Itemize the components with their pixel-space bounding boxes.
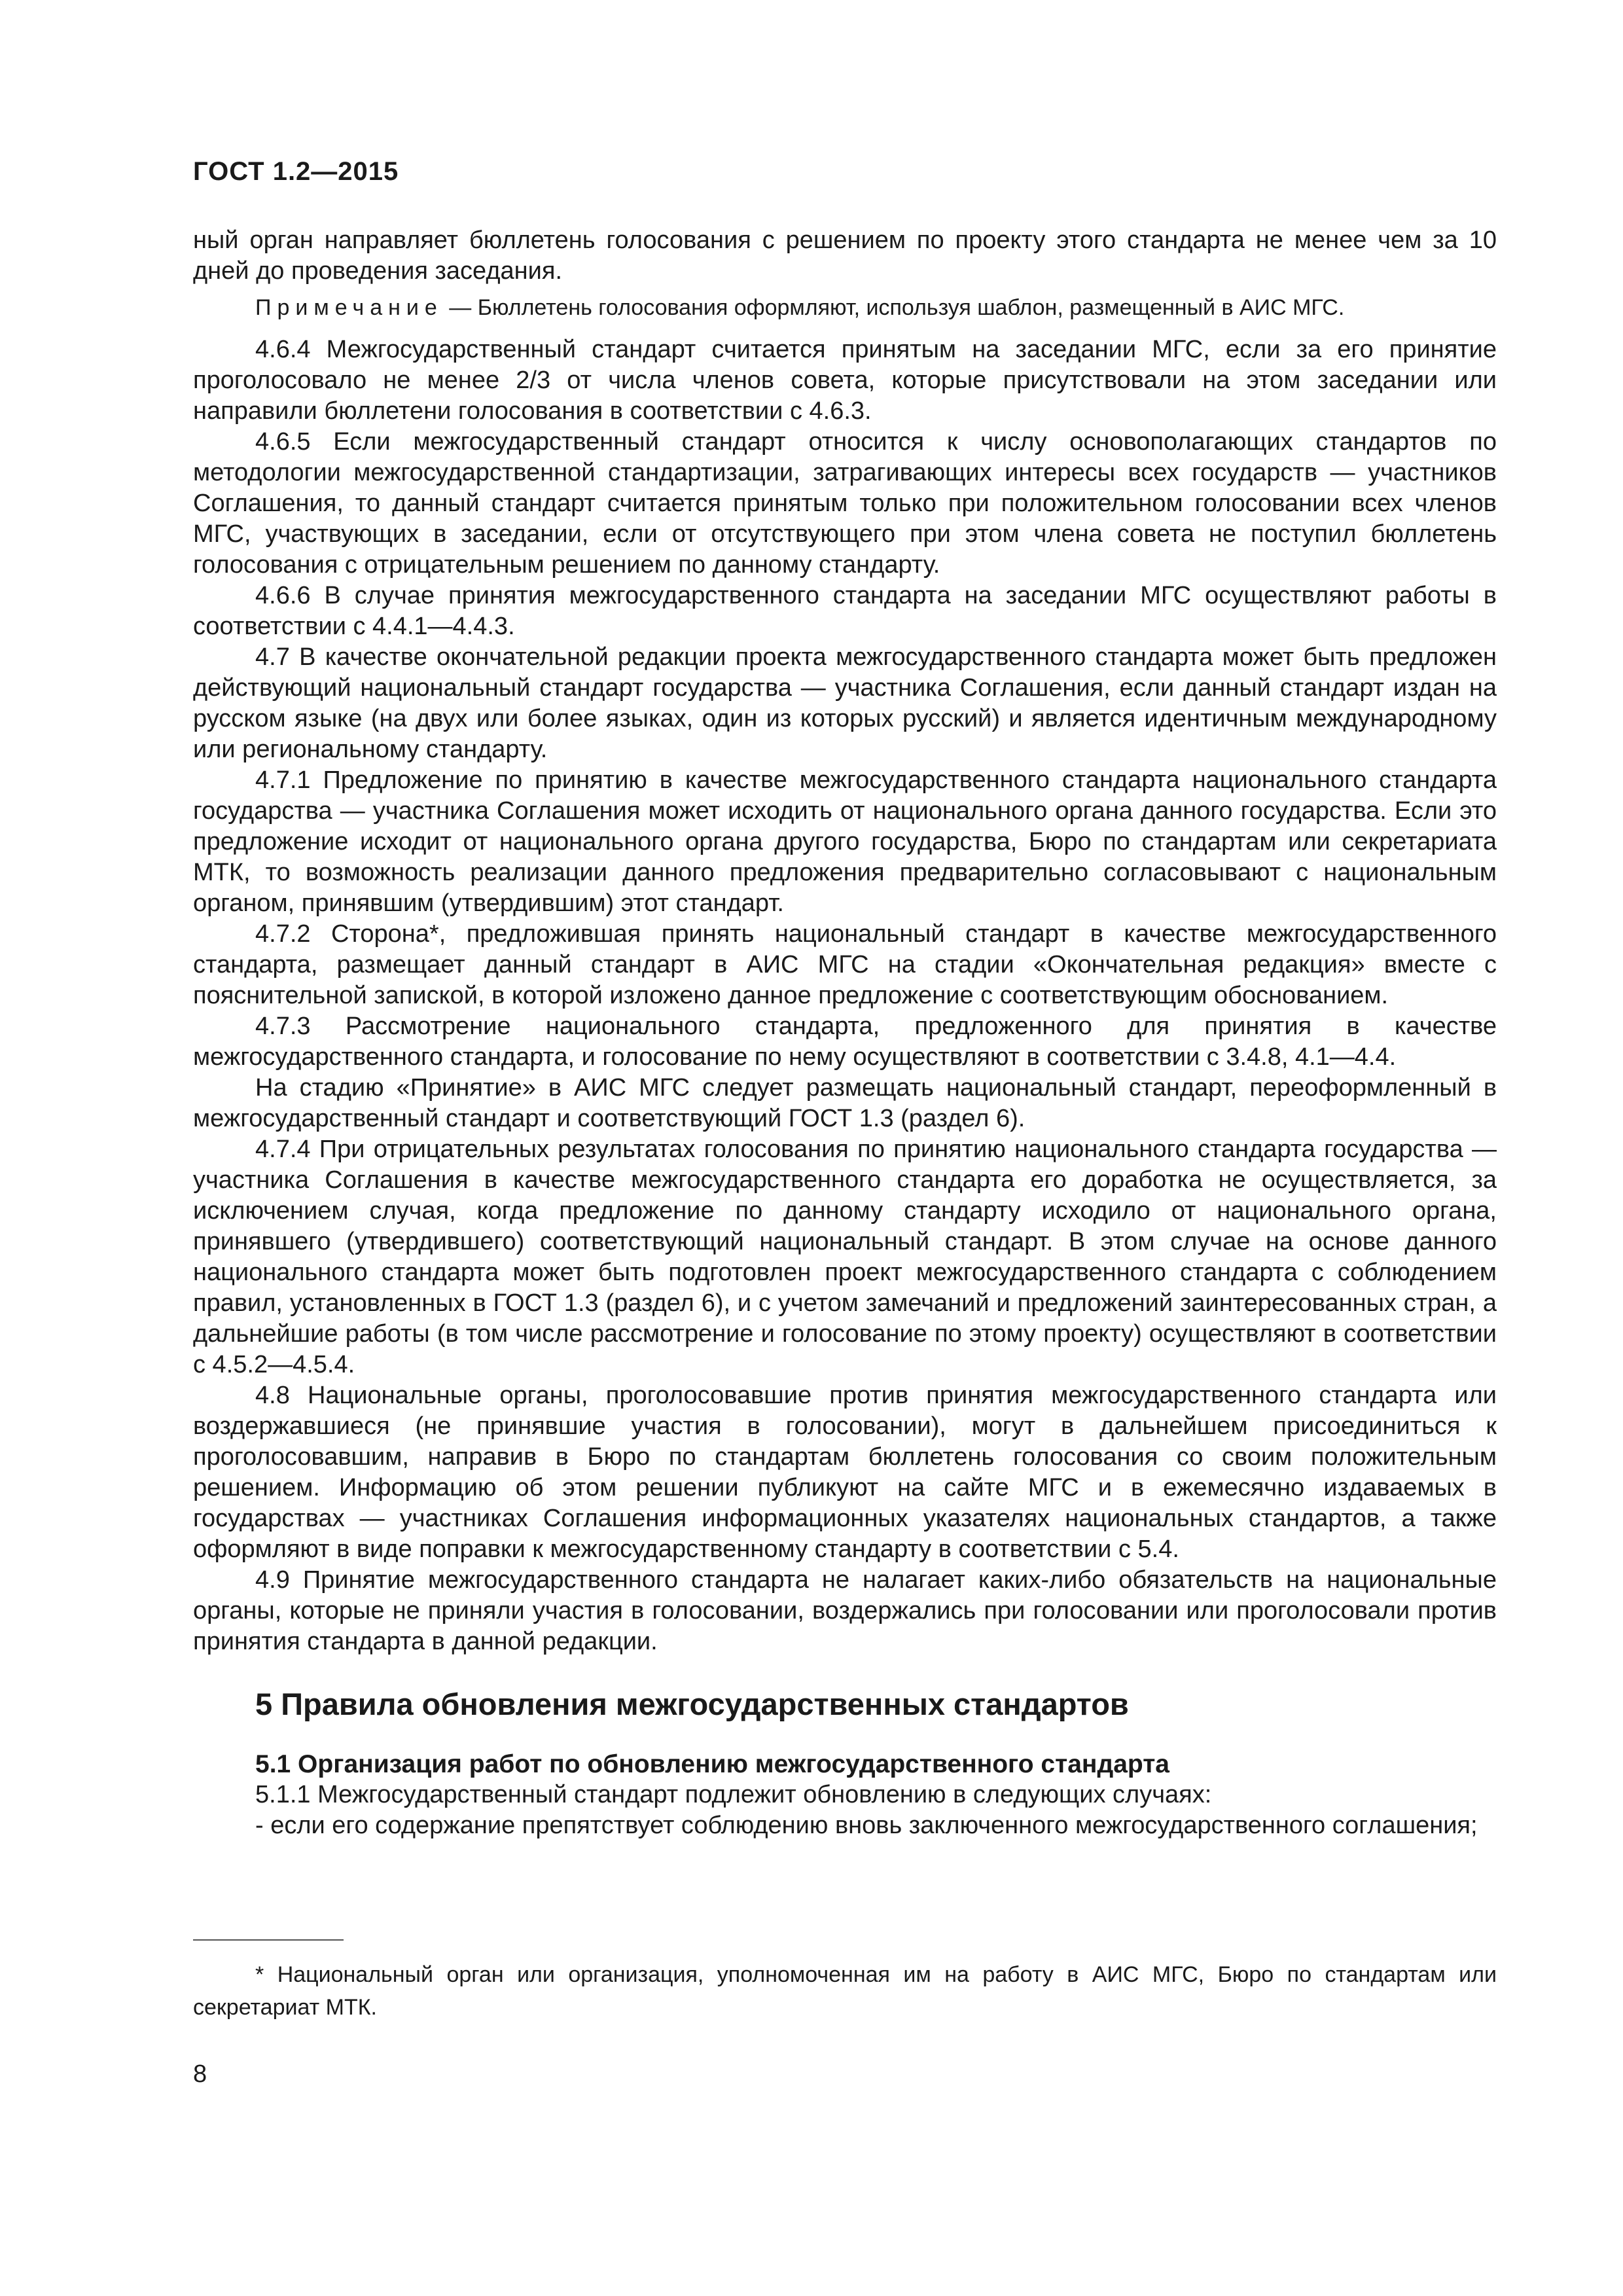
document-code-header: ГОСТ 1.2—2015 — [193, 157, 399, 186]
footnote: * Национальный орган или организация, уполномоченная им на работу в АИС МГС, Бюро по стандартам или секретариат МТК. — [193, 1962, 1497, 2020]
paragraph-4-7-3-b: На стадию «Принятие» в АИС МГС следует размещать национальный стандарт, переоформленный в межгосударственный стандарт и соответствующий ГОСТ 1.3 (раздел 6). — [193, 1074, 1497, 1132]
paragraph-4-8: 4.8 Национальные органы, проголосовавшие против принятия межгосударственного стандарта или воздержавшиеся (не принявшие участия в голосовании), могут в дальнейшем присоединиться к проголосовавшим, направив в Бюро по стандартам бюллетень голосования со своим положительным решением. Информацию об этом решении публикуют на сайте МГС и в ежемесячно издаваемых в государствах — участниках Соглашения информационных указателях национальных стандартов, а также оформляют в виде поправки к межгосударственному стандарту в соответствии с 5.4. — [193, 1382, 1497, 1563]
paragraph-4-7-1: 4.7.1 Предложение по принятию в качестве межгосударственного стандарта национального стандарта государства — участника Соглашения может исходить от национального органа данного государства. Если это предложение исходит от национального органа другого государства, Бюро по стандартам или секретариата МТК, то возможность реализации данного предложения предварительно согласовывают с национальным органом, принявшим (утвердившим) этот стандарт. — [193, 766, 1497, 917]
paragraph-4-7-4: 4.7.4 При отрицательных результатах голосования по принятию национального стандарта государства — участника Соглашения в качестве межгосударственного стандарта его доработка не осуществляется, за исключением случая, когда предложение по данному стандарту исходило от национального органа, принявшего (утвердившего) соответствующий национальный стандарт. В этом случае на основе данного национального стандарта может быть подготовлен проект межгосударственного стандарта с соблюдением правил, установленных в ГОСТ 1.3 (раздел 6), и с учетом замечаний и предложений заинтересованных стран, а дальнейшие работы (в том числе рассмотрение и голосование по этому проекту) осуществляют в соответствии с 4.5.2—4.5.4. — [193, 1136, 1497, 1378]
section-5-title: 5 Правила обновления межгосударственных стандартов — [255, 1687, 1129, 1721]
main-text — [193, 225, 1497, 1841]
paragraph-continuation: ный орган направляет бюллетень голосования с решением по проекту этого стандарта не менее чем за 10 дней до проведения заседания. — [193, 226, 1497, 285]
paragraph-4-7: 4.7 В качестве окончательной редакции проекта межгосударственного стандарта может быть предложен действующий национальный стандарт государства — участника Соглашения, если данный стандарт издан на русском языке (на двух или более языках, один из которых русский) и является идентичным международному или региональному стандарту. — [193, 643, 1497, 763]
note-text: — Бюллетень голосования оформляют, используя шаблон, размещенный в АИС МГС. — [442, 295, 1345, 320]
subsection-5-1-title: 5.1 Организация работ по обновлению межгосударственного стандарта — [255, 1750, 1169, 1778]
paragraph-4-6-4: 4.6.4 Межгосударственный стандарт считается принятым на заседании МГС, если за его принятие проголосовало не менее 2/3 от числа членов совета, которые присутствовали на этом заседании или направили бюллетени голосования в соответствии с 4.6.3. — [193, 336, 1497, 425]
paragraph-4-7-3: 4.7.3 Рассмотрение национального стандарта, предложенного для принятия в качестве межгосударственного стандарта, и голосование по нему осуществляют в соответствии с 3.4.8, 4.1—4.4. — [193, 1013, 1497, 1071]
paragraph-4-6-5: 4.6.5 Если межгосударственный стандарт относится к числу основополагающих стандартов по методологии межгосударственной стандартизации, затрагивающих интересы всех государств — участников Соглашения, то данный стандарт считается принятым только при положительном голосовании всех членов МГС, участвующих в заседании, если от отсутствующего при этом члена совета не поступил бюллетень голосования с отрицательным решением по данному стандарту. — [193, 428, 1497, 579]
list-item: - если его содержание препятствует соблюдению вновь заключенного межгосударственного соглашения; — [255, 1812, 1478, 1839]
page-number: 8 — [193, 2060, 207, 2088]
paragraph-5-1-1: 5.1.1 Межгосударственный стандарт подлежит обновлению в следующих случаях: — [255, 1781, 1212, 1808]
paragraph-4-9: 4.9 Принятие межгосударственного стандарта не налагает каких-либо обязательств на национальные органы, которые не приняли участия в голосовании, воздержались при голосовании или проголосовали против принятия стандарта в данной редакции. — [193, 1566, 1497, 1655]
footnote-divider — [193, 1939, 344, 1941]
paragraph-4-7-2: 4.7.2 Сторона*, предложившая принять национальный стандарт в качестве межгосударственного стандарта, размещает данный стандарт в АИС МГС на стадии «Окончательная редакция» вместе с пояснительной запиской, в которой изложено данное предложение с соответствующим обоснованием. — [193, 920, 1497, 1009]
note — [193, 293, 1497, 323]
note-label: Примечание — [255, 295, 443, 320]
paragraph-4-6-6: 4.6.6 В случае принятия межгосударственного стандарта на заседании МГС осуществляют работы в соответствии с 4.4.1—4.4.3. — [193, 582, 1497, 640]
